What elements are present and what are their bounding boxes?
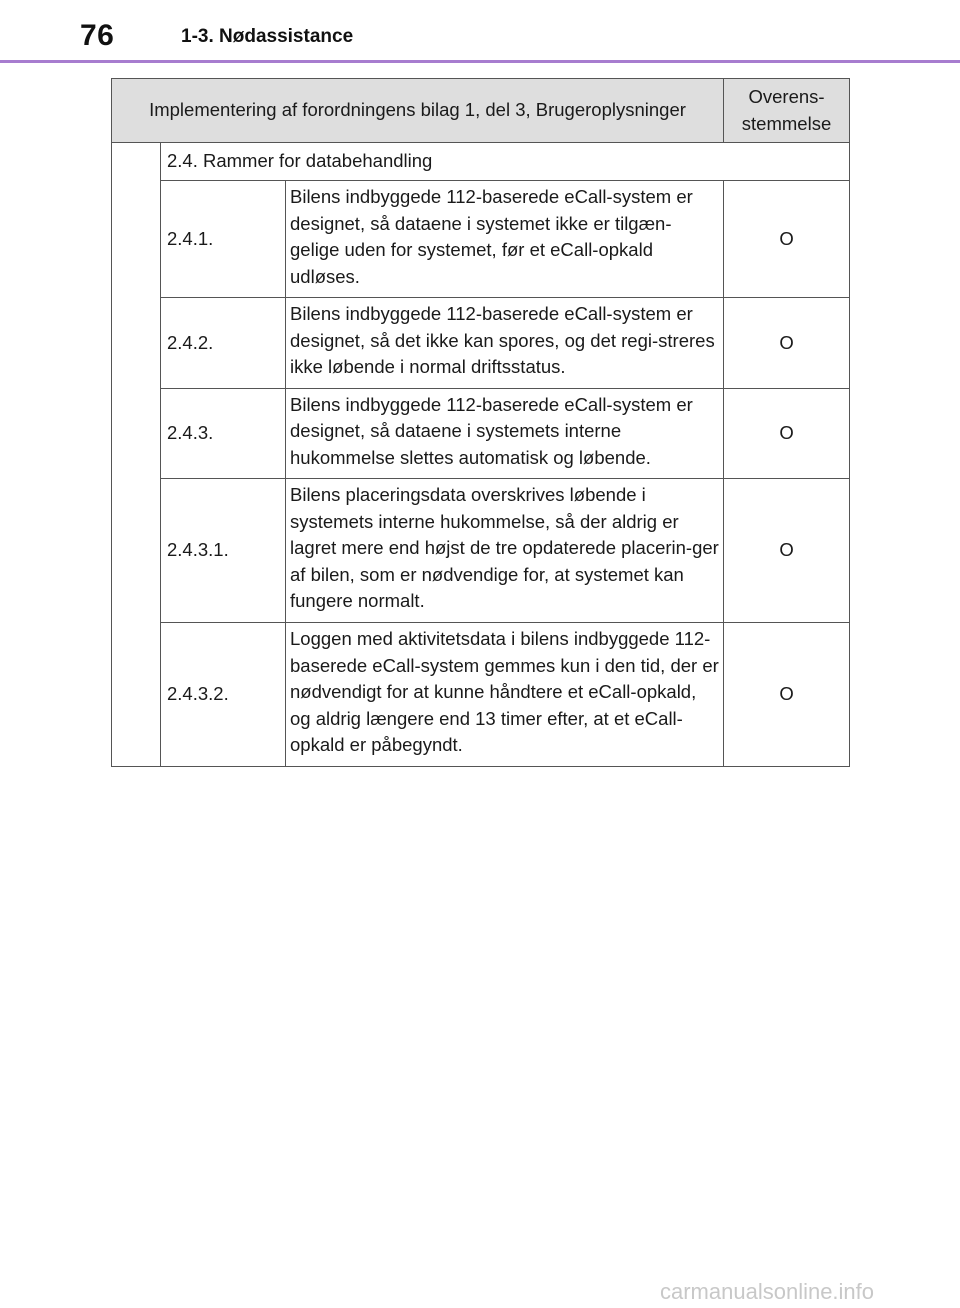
- row-text-content: Bilens indbyggede 112-baserede eCall-system er designet, så det ikke kan spores, og det regi-streres ikke løbende i normal driftsstatus.: [290, 303, 715, 377]
- row-text-content: Loggen med aktivitetsdata i bilens indbyggede 112-baserede eCall-system gemmes kun i den tid, der er nødvendigt for at kunne håndtere et eCall-opkald, og aldrig længere end 13 timer efter, at et eCall-opkald er påbegyndt.: [290, 628, 719, 755]
- table-header-compliance: [724, 79, 850, 143]
- row-text: [286, 479, 724, 623]
- row-text: [286, 388, 724, 479]
- row-number: 2.4.3.1.: [161, 479, 286, 623]
- page-number: 76: [80, 19, 115, 52]
- row-number: 2.4.3.2.: [161, 623, 286, 767]
- row-compliance: O: [724, 388, 850, 479]
- row-text: [286, 181, 724, 298]
- requirements-table: [111, 78, 850, 767]
- row-text-content: Bilens indbyggede 112-baserede eCall-system er designet, så dataene i systemet ikke er tilgæn-gelige uden for systemet, før et eCall-opkald udløses.: [290, 186, 693, 287]
- compliance-header-text: Overens- stemmelse: [741, 86, 832, 134]
- row-text-content: Bilens placeringsdata overskrives løbende i systemets interne hukommelse, så der aldrig er lagret mere end højst de tre opdaterede placerin-ger af bilen, som er nødvendige for, at systemet kan fungere normalt.: [290, 484, 719, 612]
- section-title: 1-3. Nødassistance: [181, 26, 354, 47]
- table-row: [112, 388, 850, 479]
- row-compliance: O: [724, 181, 850, 298]
- row-text: [286, 623, 724, 767]
- table-row: [112, 181, 850, 298]
- indent-column: [112, 143, 161, 767]
- table-row: [112, 479, 850, 623]
- row-text-content: Bilens indbyggede 112-baserede eCall-system er designet, så dataene i systemets interne hukommelse slettes automatisk og løbende.: [290, 393, 693, 468]
- row-compliance: O: [724, 298, 850, 389]
- table-header-row: [112, 79, 850, 143]
- row-number: 2.4.1.: [161, 181, 286, 298]
- row-compliance: O: [724, 479, 850, 623]
- table-row: [112, 623, 850, 767]
- watermark: carmanualsonline.info: [660, 1279, 875, 1304]
- table-row: [112, 298, 850, 389]
- row-number: 2.4.3.: [161, 388, 286, 479]
- row-text: [286, 298, 724, 389]
- header-divider: [0, 60, 960, 63]
- section-label: 2.4. Rammer for databehandling: [161, 143, 850, 181]
- page-header: [0, 0, 960, 62]
- row-number: 2.4.2.: [161, 298, 286, 389]
- section-row: [112, 143, 850, 181]
- table-header-requirement: Implementering af forordningens bilag 1, del 3, Brugeroplysninger: [112, 79, 724, 143]
- row-compliance: O: [724, 623, 850, 767]
